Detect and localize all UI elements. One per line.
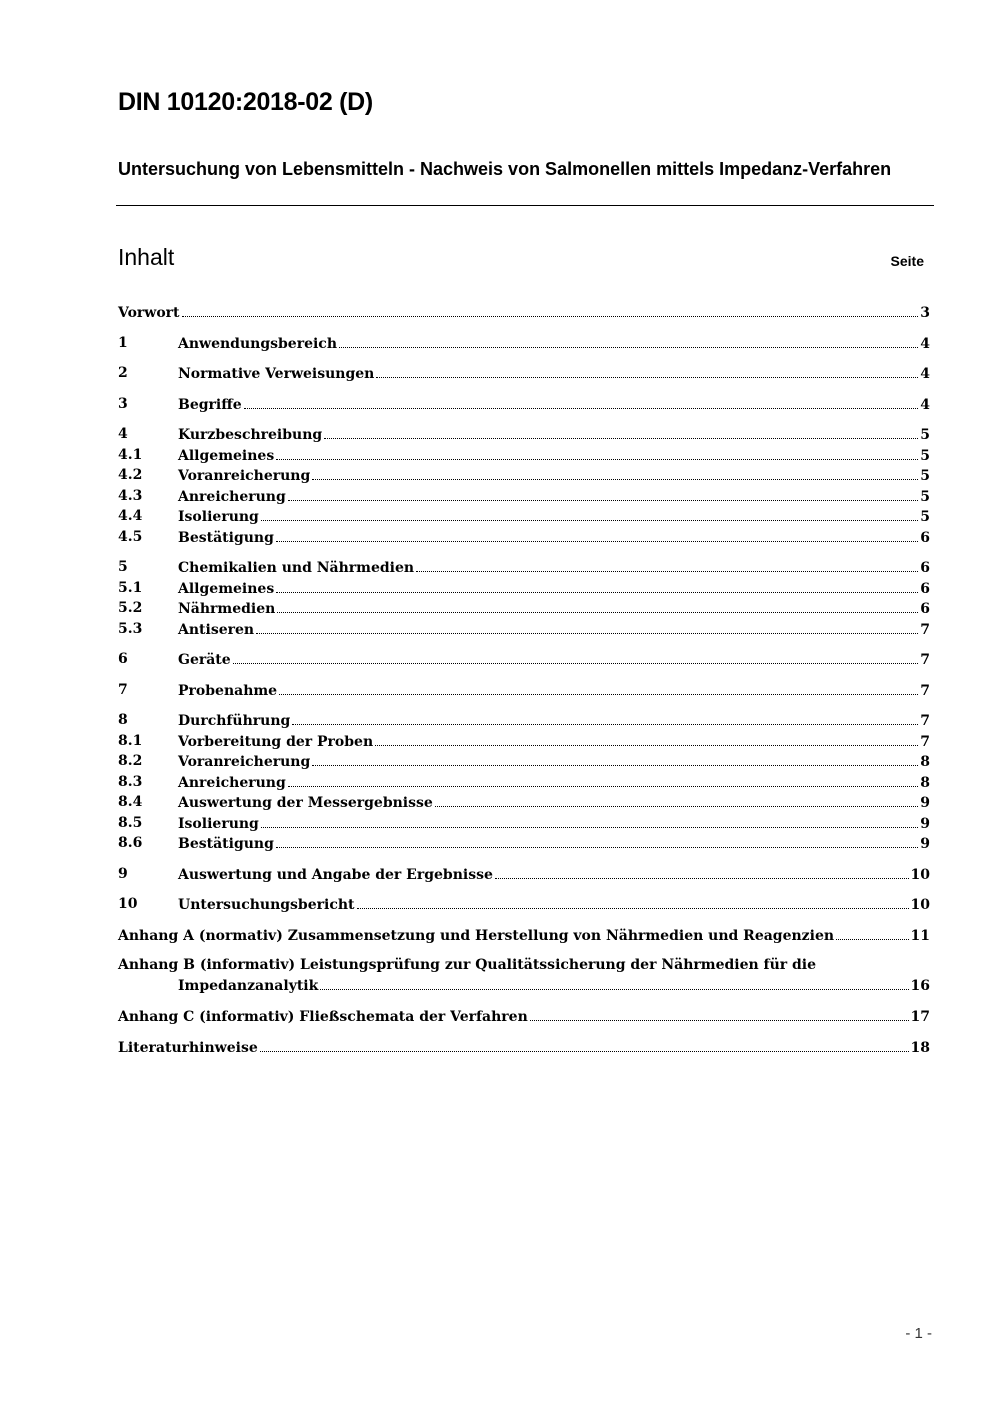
toc-entry-number: 8 [118,712,128,728]
toc-entry[interactable] [118,527,930,547]
toc-entry[interactable] [118,1006,930,1026]
toc-entry-number: 4.4 [118,508,143,524]
toc-dot-leader [261,813,918,828]
toc-dot-leader [292,710,918,725]
toc-entry[interactable] [118,813,930,833]
toc-entry-title: Anreicherung [178,489,286,505]
toc-entry-number: 4.2 [118,467,143,483]
toc-dot-leader [320,975,908,990]
toc-entry[interactable] [118,833,930,853]
toc-entry-number: 8.4 [118,794,143,810]
toc-entry[interactable] [118,894,930,914]
toc-entry-page: 8 [920,775,930,791]
toc-dot-leader [276,833,918,848]
toc-entry-number: 4.3 [118,488,143,504]
toc-dot-leader [495,864,909,879]
toc-entry-number: 1 [118,335,128,351]
toc-entry-title: Antiseren [178,622,255,638]
toc-entry-title: Auswertung und Angabe der Ergebnisse [178,867,493,883]
toc-entry[interactable] [118,486,930,506]
toc-entry-title: Anhang B (informativ) Leistungsprüfung zur Qualitätssicherung der Nährmedien für die [118,957,817,973]
toc-entry-page: 16 [910,978,930,994]
toc-dot-leader [276,527,918,542]
toc-dot-leader [233,649,919,664]
toc-entry-page: 5 [920,468,930,484]
toc-entry-number: 3 [118,396,128,412]
toc-entry-title: Voranreicherung [178,754,311,770]
toc-entry-title: Anreicherung [178,775,286,791]
toc-page-label: Seite [890,253,924,269]
toc-entry-number: 4 [118,426,128,442]
toc-entry[interactable] [118,751,930,771]
toc-entry-title: Bestätigung [178,836,274,852]
toc-entry[interactable] [118,1037,930,1057]
toc-dot-leader [836,925,908,940]
toc-entry-page: 5 [920,448,930,464]
toc-dot-leader [416,557,918,572]
toc-dot-leader [339,333,918,348]
toc-entry-title: Vorbereitung der Proben [178,734,374,750]
toc-entry-title: Begriffe [178,397,242,413]
toc-entry-title: Allgemeines [178,581,275,597]
toc-entry[interactable] [118,864,930,884]
toc-entry-title: Literaturhinweise [118,1040,258,1056]
toc-entry[interactable] [118,649,930,669]
toc-entry-page: 4 [920,366,930,382]
toc-entry-page: 18 [910,1040,930,1056]
toc-dot-leader [244,394,919,409]
toc-dot-leader [277,598,918,613]
toc-entry-page: 7 [920,734,930,750]
toc-entry[interactable] [118,731,930,751]
document-subtitle: Untersuchung von Lebensmitteln - Nachweis von Salmonellen mittels Impedanz-Verfahren [118,159,892,179]
toc-entry-title: Probenahme [178,683,278,699]
toc-dot-leader [435,792,918,807]
toc-entry[interactable] [118,619,930,639]
toc-dot-leader [279,680,918,695]
toc-dot-leader [261,506,918,521]
toc-entry[interactable] [118,925,930,945]
toc-dot-leader [312,465,918,480]
toc-entry-number: 4.1 [118,447,143,463]
toc-entry-title: Voranreicherung [178,468,311,484]
toc-entry-title: Auswertung der Messergebnisse [178,795,433,811]
toc-entry[interactable] [118,792,930,812]
toc-entry-page: 9 [920,816,930,832]
toc-entry-number: 7 [118,682,128,698]
toc-dot-leader [276,445,918,460]
toc-entry-page: 4 [920,397,930,413]
toc-entry-number: 9 [118,866,128,882]
toc-dot-leader [288,772,918,787]
toc-entry-title: Kurzbeschreibung [178,427,323,443]
toc-entry[interactable] [118,394,930,414]
toc-entry[interactable] [118,772,930,792]
toc-entry-page: 8 [920,754,930,770]
toc-entry-page: 6 [920,581,930,597]
toc-entry-title-continued: Impedanzanalytik [178,978,319,994]
toc-entry[interactable] [118,955,930,995]
title-divider [116,205,934,206]
toc-entry-number: 5.3 [118,621,143,637]
toc-entry[interactable] [118,557,930,577]
toc-entry-title: Geräte [178,652,231,668]
toc-entry-page: 7 [920,652,930,668]
toc-entry-number: 5 [118,559,128,575]
toc-entry-number: 8.3 [118,774,143,790]
toc-entry-page: 3 [920,305,930,321]
toc-dot-leader [182,302,919,317]
toc-dot-leader [312,751,918,766]
toc-entry[interactable] [118,506,930,526]
toc-entry-number: 2 [118,365,128,381]
toc-entry-page: 6 [920,560,930,576]
toc-entry-number: 8.1 [118,733,143,749]
toc-entry-title: Untersuchungsbericht [178,897,355,913]
toc-dot-leader [260,1037,909,1052]
toc-entry-page: 9 [920,795,930,811]
toc-entry-title: Isolierung [178,816,259,832]
toc-entry-page: 11 [910,928,930,944]
toc-entry-title: Allgemeines [178,448,275,464]
toc-entry[interactable] [118,363,930,383]
toc-dot-leader [376,363,918,378]
toc-dot-leader [276,578,918,593]
toc-entry[interactable] [118,680,930,700]
toc-entry-page: 7 [920,713,930,729]
toc-entry[interactable] [118,333,930,353]
toc-entry[interactable] [118,424,930,444]
toc-entry-title: Durchführung [178,713,291,729]
toc-dot-leader [375,731,918,746]
toc-entry-title: Normative Verweisungen [178,366,375,382]
toc-entry-page: 9 [920,836,930,852]
toc-entry-title: Isolierung [178,509,259,525]
toc-entry-title: Vorwort [118,305,180,321]
toc-entry-page: 6 [920,530,930,546]
toc-entry-page: 5 [920,509,930,525]
toc-heading: Inhalt [118,244,175,270]
toc-entry[interactable] [118,598,930,618]
toc-dot-leader [357,894,909,909]
toc-entry-number: 8.2 [118,753,143,769]
toc-entry-title: Chemikalien und Nährmedien [178,560,415,576]
toc-entry-number: 5.2 [118,600,143,616]
page-number: - 1 - [905,1325,932,1342]
toc-entry-page: 6 [920,601,930,617]
toc-entry-title: Anhang A (normativ) Zusammensetzung und Herstellung von Nährmedien und Reagenzien [118,928,835,944]
toc-entry-title: Anwendungsbereich [178,336,337,352]
toc-entry-number: 6 [118,651,128,667]
toc-entry-page: 4 [920,336,930,352]
toc-entry-page: 17 [910,1009,930,1025]
toc-dot-leader [324,424,918,439]
toc-entry-number: 8.5 [118,815,143,831]
toc-dot-leader [256,619,918,634]
toc-entry[interactable] [118,710,930,730]
toc-entry-page: 10 [910,867,930,883]
toc-entry-number: 10 [118,896,138,912]
toc-entry-number: 4.5 [118,529,143,545]
toc-entry[interactable] [118,445,930,465]
toc-entry-page: 10 [910,897,930,913]
toc-entry-page: 5 [920,489,930,505]
toc-entry-number: 5.1 [118,580,143,596]
toc-entry-page: 7 [920,622,930,638]
toc-entry-number: 8.6 [118,835,143,851]
toc-dot-leader [288,486,918,501]
toc-entry-page: 7 [920,683,930,699]
toc-entry[interactable] [118,578,930,598]
toc-entry[interactable] [118,465,930,485]
toc-entry-title: Bestätigung [178,530,274,546]
toc-dot-leader [530,1006,909,1021]
toc-entry-title: Anhang C (informativ) Fließschemata der Verfahren [118,1009,528,1025]
document-title: DIN 10120:2018-02 (D) [118,88,373,116]
toc-entry[interactable] [118,302,930,322]
toc-entry-page: 5 [920,427,930,443]
toc-entry-title: Nährmedien [178,601,276,617]
